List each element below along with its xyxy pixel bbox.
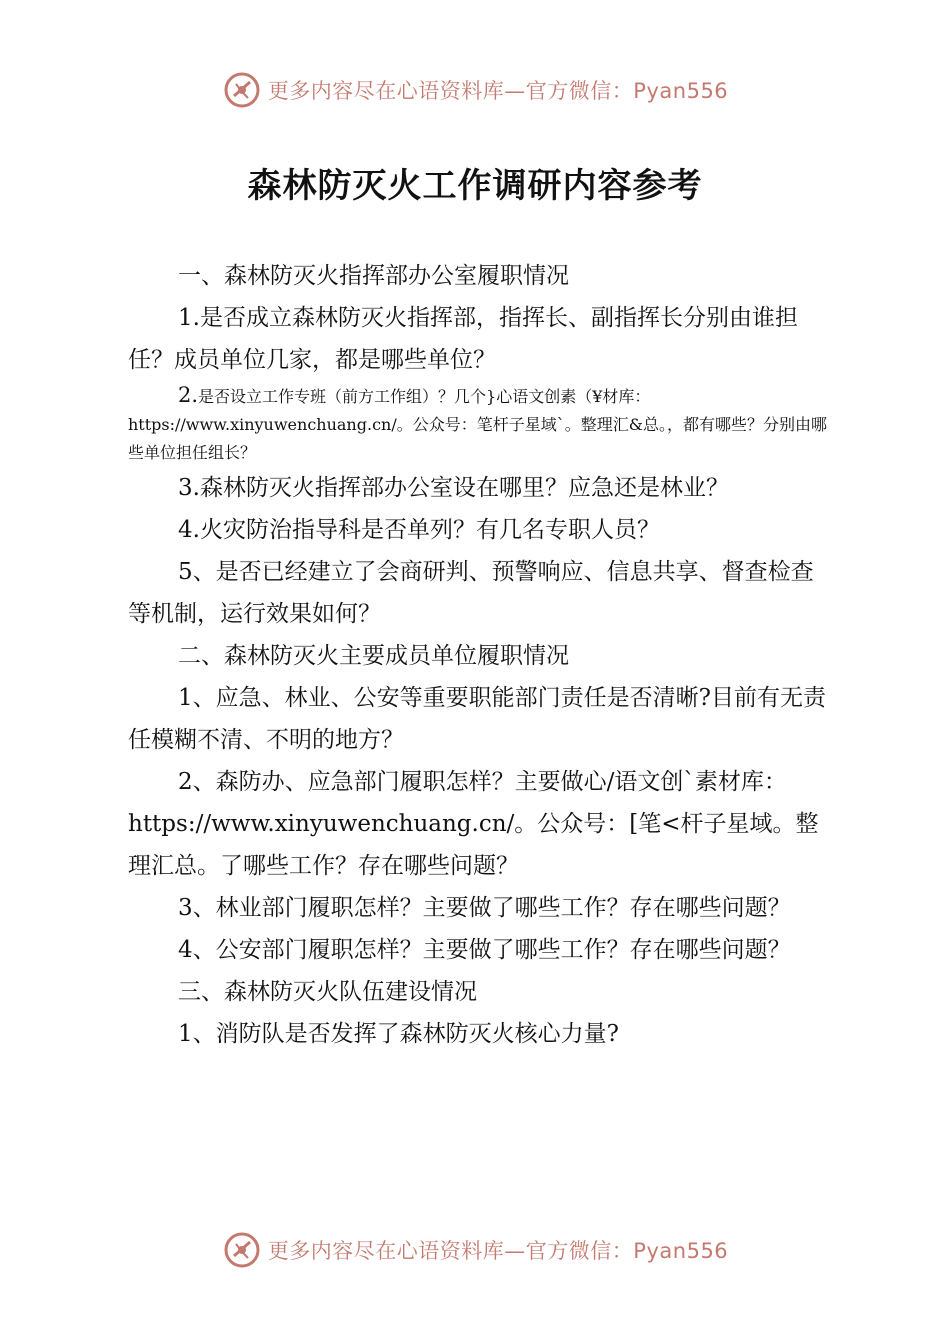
paragraph: 3.森林防灭火指挥部办公室设在哪里？应急还是林业？ (178, 475, 729, 501)
header-watermark (0, 70, 950, 110)
brand-logo-icon (222, 70, 262, 110)
footer-watermark (0, 1230, 950, 1270)
brand-logo-icon (222, 1230, 262, 1270)
paragraph: 3、林业部门履职怎样？主要做了哪些工作？存在哪些问题？ (178, 895, 791, 921)
document-body (128, 255, 833, 1055)
paragraph: 4、公安部门履职怎样？主要做了哪些工作？存在哪些问题？ (178, 937, 791, 963)
paragraph: 4.火灾防治指导科是否单列？有几名专职人员？ (178, 517, 660, 543)
paragraph-text: 是否设立工作专班（前方工作组）？几个}心语文创素（¥材库：https://www.xinyuwenchuang.cn/。公众号：笔杆子星域`。整理汇&总。，都有哪些？分别由哪些单位担任组长？ (128, 387, 827, 462)
document-title: 森林防灭火工作调研内容参考 (247, 166, 703, 206)
paragraph: 5、是否已经建立了会商研判、预警响应、信息共享、督查检查等机制，运行效果如何？ (128, 559, 814, 627)
section-heading-2: 二、森林防灭火主要成员单位履职情况 (178, 643, 569, 669)
paragraph (128, 381, 833, 467)
paragraph-number: 2. (178, 383, 199, 407)
paragraph: 1、消防队是否发挥了森林防灭火核心力量? (178, 1021, 619, 1047)
section-heading-1: 一、森林防灭火指挥部办公室履职情况 (178, 263, 569, 289)
paragraph: 1、应急、林业、公安等重要职能部门责任是否清晰?目前有无责任模糊不清、不明的地方？ (128, 685, 826, 753)
footer-watermark-text: 更多内容尽在心语资料库—官方微信：Pyan556 (267, 1239, 729, 1263)
section-heading-3: 三、森林防灭火队伍建设情况 (178, 979, 477, 1005)
paragraph: 2、森防办、应急部门履职怎样？主要做心/语文创`素材库：https://www.xinyuwenchuang.cn/。公众号：[笔<杆子星域。整理汇总。了哪些工作？存在哪些问题？ (128, 769, 819, 879)
paragraph: 1.是否成立森林防灭火指挥部，指挥长、副指挥长分别由谁担任？成员单位几家，都是哪些单位？ (128, 305, 798, 373)
header-watermark-text: 更多内容尽在心语资料库—官方微信：Pyan556 (267, 79, 729, 103)
